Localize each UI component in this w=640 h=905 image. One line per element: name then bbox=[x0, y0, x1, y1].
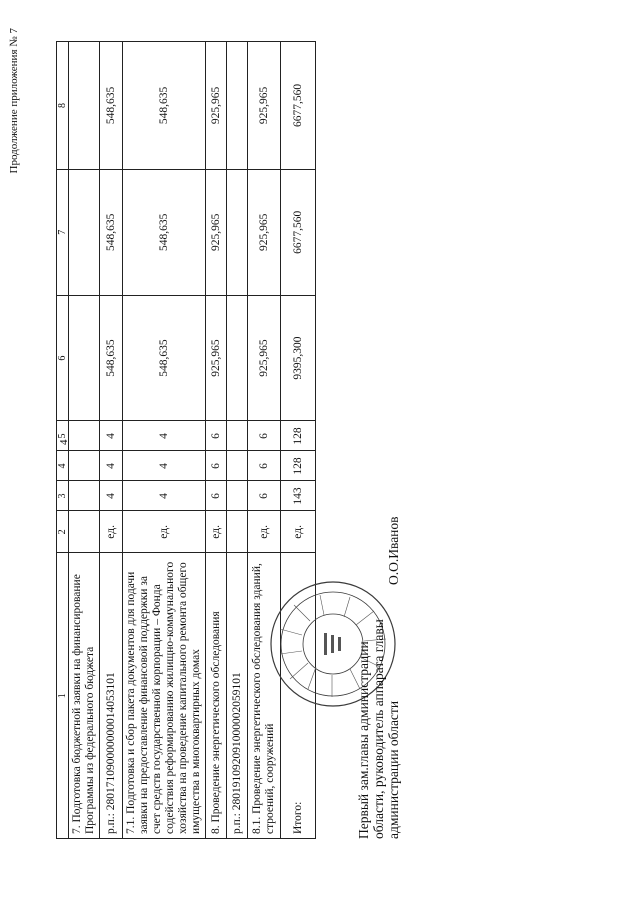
row-value bbox=[227, 169, 248, 295]
column-number: 1 bbox=[57, 553, 69, 839]
column-number-row bbox=[57, 42, 69, 839]
row-value: 4 bbox=[100, 451, 123, 481]
row-name: Итого: bbox=[281, 553, 316, 839]
row-value: 9395,300 bbox=[281, 295, 316, 421]
row-value: 6677,560 bbox=[281, 42, 316, 170]
table-row bbox=[227, 42, 248, 839]
row-value bbox=[227, 42, 248, 170]
column-number: 5 bbox=[57, 421, 69, 451]
row-unit bbox=[69, 511, 100, 553]
row-value: 6 bbox=[248, 421, 281, 451]
program-table bbox=[56, 41, 316, 839]
row-unit: ед. bbox=[248, 511, 281, 553]
row-name: 7. Подготовка бюджетной заявки на финансирование Программы из федерального бюджета bbox=[69, 553, 100, 839]
row-value: 4 bbox=[123, 451, 206, 481]
row-value bbox=[227, 451, 248, 481]
row-value: 548,635 bbox=[100, 42, 123, 170]
row-value bbox=[227, 295, 248, 421]
table-row bbox=[123, 42, 206, 839]
row-name: 8. Проведение энергетического обследования bbox=[206, 553, 227, 839]
row-value: 6 bbox=[206, 451, 227, 481]
row-value: 925,965 bbox=[206, 169, 227, 295]
table-row-total bbox=[281, 42, 316, 839]
column-number: 3 bbox=[57, 481, 69, 511]
row-value: 548,635 bbox=[100, 169, 123, 295]
row-unit: ед. bbox=[206, 511, 227, 553]
row-value: 4 bbox=[123, 421, 206, 451]
row-value: 925,965 bbox=[206, 42, 227, 170]
row-value: 548,635 bbox=[123, 42, 206, 170]
row-value bbox=[69, 295, 100, 421]
row-unit: ед. bbox=[281, 511, 316, 553]
row-value: 6 bbox=[248, 451, 281, 481]
table-row bbox=[206, 42, 227, 839]
row-value: 925,965 bbox=[248, 295, 281, 421]
row-value: 6 bbox=[206, 421, 227, 451]
column-number: 6 bbox=[57, 295, 69, 421]
row-value: 548,635 bbox=[100, 295, 123, 421]
row-value bbox=[69, 169, 100, 295]
row-name: р.п.: 280171090000000014053101 bbox=[100, 553, 123, 839]
row-value: 4 bbox=[123, 481, 206, 511]
row-value: 4 bbox=[100, 421, 123, 451]
table-row bbox=[100, 42, 123, 839]
row-value: 925,965 bbox=[248, 169, 281, 295]
row-value: 143 bbox=[281, 481, 316, 511]
table-row bbox=[69, 42, 100, 839]
row-value bbox=[69, 42, 100, 170]
row-unit bbox=[227, 511, 248, 553]
row-name: р.п.: 280191092091000002059101 bbox=[227, 553, 248, 839]
signature-line: администрации области bbox=[386, 700, 401, 839]
row-value: 6677,560 bbox=[281, 169, 316, 295]
signature-line: области, руководитель аппарата главы bbox=[371, 619, 386, 839]
row-value bbox=[227, 481, 248, 511]
row-name: 8.1. Проведение энергетического обследования зданий, строений, сооружений bbox=[248, 553, 281, 839]
row-value: 925,965 bbox=[248, 42, 281, 170]
continuation-note: Продолжение приложения № 7 bbox=[8, 28, 20, 174]
row-value: 548,635 bbox=[123, 169, 206, 295]
row-value bbox=[227, 421, 248, 451]
table-row bbox=[248, 42, 281, 839]
row-value: 925,965 bbox=[206, 295, 227, 421]
row-value: 128 bbox=[281, 451, 316, 481]
column-number: 8 bbox=[57, 42, 69, 170]
row-value: 4 bbox=[100, 481, 123, 511]
row-value: 548,635 bbox=[123, 295, 206, 421]
row-value bbox=[69, 451, 100, 481]
row-unit: ед. bbox=[123, 511, 206, 553]
signature-block bbox=[356, 516, 401, 839]
row-name: 7.1. Подготовка и сбор пакета документов для подачи заявки на предоставление финансовой поддержки за счет средств государственной корпорации – Фонда содействия реформированию жилищно-коммунального хозяйства на проведение капитального ремонта общего имущества в многоквартирных домах bbox=[123, 553, 206, 839]
column-number: 7 bbox=[57, 169, 69, 295]
column-number: 2 bbox=[57, 511, 69, 553]
signature-line: Первый зам.главы администрации bbox=[356, 641, 371, 839]
row-value: 6 bbox=[206, 481, 227, 511]
row-value bbox=[69, 481, 100, 511]
row-value bbox=[69, 421, 100, 451]
signatory-name: О.О.Иванов bbox=[386, 516, 401, 585]
page-number: 4 bbox=[58, 439, 70, 445]
row-value: 6 bbox=[248, 481, 281, 511]
row-value: 128 bbox=[281, 421, 316, 451]
row-unit: ед. bbox=[100, 511, 123, 553]
column-number: 4 bbox=[57, 451, 69, 481]
